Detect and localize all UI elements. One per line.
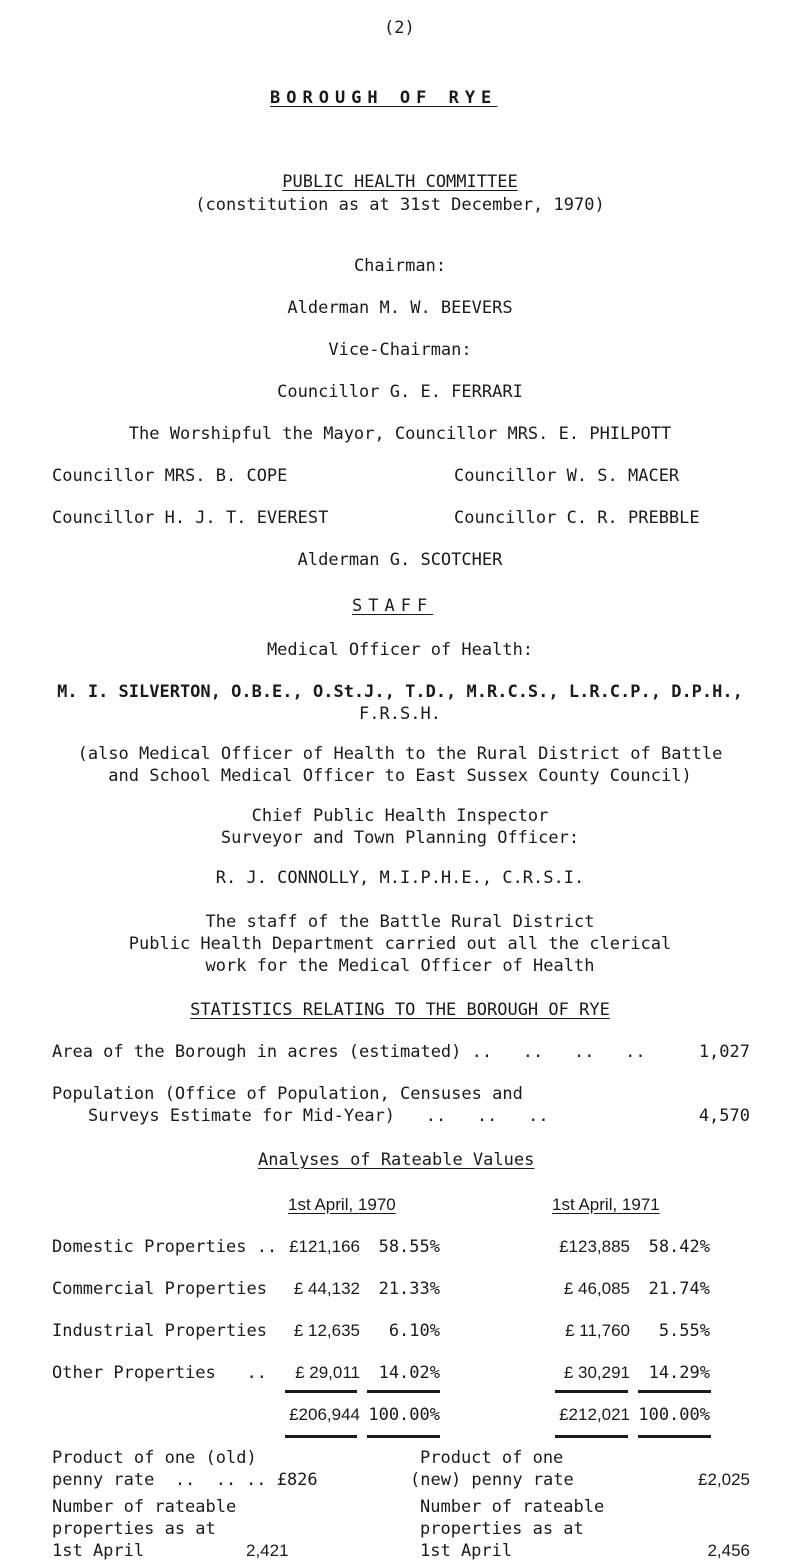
staff-note-line2: Public Health Department carried out all the clerical <box>128 934 672 954</box>
value-1970: £ 12,635 <box>293 1321 360 1340</box>
percent-1970: 14.02% <box>378 1363 440 1383</box>
col-header-1971: 1st April, 1971 <box>552 1195 660 1214</box>
cphi-line1: Chief Public Health Inspector <box>251 806 549 826</box>
page-number: (2) <box>384 18 415 38</box>
value-1971: £123,885 <box>559 1237 630 1256</box>
row-label: Commercial Properties <box>52 1279 267 1299</box>
cphi-line2: Surveyor and Town Planning Officer: <box>220 828 580 848</box>
percent-1971: 14.29% <box>648 1363 710 1383</box>
member-macer: Councillor W. S. MACER <box>454 466 680 486</box>
borough-title: BOROUGH OF RYE <box>270 88 498 108</box>
population-value: 4,570 <box>698 1106 750 1126</box>
vice-chairman-name: Councillor G. E. FERRARI <box>277 382 523 402</box>
properties-count-1970-label-line1: Number of rateable <box>52 1497 237 1517</box>
staff-heading: STAFF <box>352 596 434 616</box>
value-1970: £121,166 <box>289 1237 360 1256</box>
staff-note-line3: work for the Medical Officer of Health <box>205 956 595 976</box>
chairman-label: Chairman: <box>353 256 447 276</box>
vice-chairman-label: Vice-Chairman: <box>328 340 472 360</box>
total-1970: £206,944 <box>289 1405 360 1424</box>
moh-label: Medical Officer of Health: <box>266 640 534 660</box>
total-percent-1971: 100.00% <box>638 1405 710 1425</box>
value-1970: £ 44,132 <box>293 1279 360 1298</box>
member-cope: Councillor MRS. B. COPE <box>52 466 288 486</box>
properties-count-1971: 2,456 <box>707 1541 750 1560</box>
moh-name-line2: F.R.S.H. <box>359 704 441 724</box>
moh-also-line2: and School Medical Officer to East Sussex County Council) <box>108 766 692 786</box>
properties-count-1971-label-line2: properties as at <box>420 1519 584 1539</box>
staff-note-line1: The staff of the Battle Rural District <box>205 912 595 932</box>
population-line2: Surveys Estimate for Mid-Year) .. .. .. <box>88 1106 549 1126</box>
row-label: Domestic Properties .. <box>52 1237 278 1257</box>
member-prebble: Councillor C. R. PREBBLE <box>454 508 700 528</box>
properties-count-1970-label-line2: properties as at <box>52 1519 216 1539</box>
statistics-heading: STATISTICS RELATING TO THE BOROUGH OF RYE <box>190 1000 610 1020</box>
chairman-name: Alderman M. W. BEEVERS <box>287 298 513 318</box>
committee-heading: PUBLIC HEALTH COMMITTEE <box>282 172 518 192</box>
row-label: Industrial Properties <box>52 1321 267 1341</box>
properties-count-1971-label-line3: 1st April <box>420 1541 513 1561</box>
moh-also-line1: (also Medical Officer of Health to the Rural District of Battle <box>77 744 723 764</box>
total-rule <box>555 1435 628 1438</box>
percent-1970: 6.10% <box>388 1321 440 1341</box>
value-1971: £ 11,760 <box>565 1321 630 1340</box>
total-rule <box>367 1435 440 1438</box>
member-everest: Councillor H. J. T. EVEREST <box>52 508 329 528</box>
moh-name-line1: M. I. SILVERTON, O.B.E., O.St.J., T.D., M.R.C.S., L.R.C.P., D.P.H., <box>57 682 743 702</box>
value-1971: £ 30,291 <box>563 1363 630 1382</box>
cphi-name: R. J. CONNOLLY, M.I.P.H.E., C.R.S.I. <box>215 868 585 888</box>
total-rule <box>638 1435 711 1438</box>
old-penny-rate-value: .. £826 <box>246 1470 318 1490</box>
properties-count-1970: 2,421 <box>246 1541 289 1560</box>
total-1971: £212,021 <box>559 1405 630 1424</box>
constitution-note: (constitution as at 31st December, 1970) <box>195 195 605 215</box>
new-penny-rate-line1: Product of one <box>420 1448 564 1468</box>
subtotal-rule <box>555 1390 628 1393</box>
subtotal-rule <box>285 1390 357 1393</box>
population-line1: Population (Office of Population, Censuses and <box>52 1084 523 1104</box>
new-penny-rate-line2: (new) penny rate <box>410 1470 574 1490</box>
properties-count-1970-label-line3: 1st April <box>52 1541 145 1561</box>
area-value: 1,027 <box>698 1042 750 1062</box>
total-rule <box>285 1435 357 1438</box>
total-percent-1970: 100.00% <box>368 1405 440 1425</box>
new-penny-rate-value: £2,025 <box>698 1470 750 1489</box>
old-penny-rate-line1: Product of one (old) <box>52 1448 257 1468</box>
member-scotcher: Alderman G. SCOTCHER <box>297 550 503 570</box>
area-label: Area of the Borough in acres (estimated) .. .. .. .. <box>52 1042 646 1062</box>
row-label: Other Properties .. <box>52 1363 267 1383</box>
subtotal-rule <box>638 1390 711 1393</box>
percent-1971: 5.55% <box>658 1321 710 1341</box>
properties-count-1971-label-line1: Number of rateable <box>420 1497 605 1517</box>
mayor-member: The Worshipful the Mayor, Councillor MRS. E. PHILPOTT <box>128 424 672 444</box>
percent-1970: 58.55% <box>378 1237 440 1257</box>
old-penny-rate-line2: penny rate .. .. <box>52 1470 237 1490</box>
percent-1971: 21.74% <box>648 1279 710 1299</box>
rateable-heading: Analyses of Rateable Values <box>258 1150 535 1170</box>
value-1971: £ 46,085 <box>563 1279 630 1298</box>
percent-1971: 58.42% <box>648 1237 710 1257</box>
col-header-1970: 1st April, 1970 <box>288 1195 396 1214</box>
subtotal-rule <box>367 1390 440 1393</box>
value-1970: £ 29,011 <box>295 1363 360 1382</box>
percent-1970: 21.33% <box>378 1279 440 1299</box>
